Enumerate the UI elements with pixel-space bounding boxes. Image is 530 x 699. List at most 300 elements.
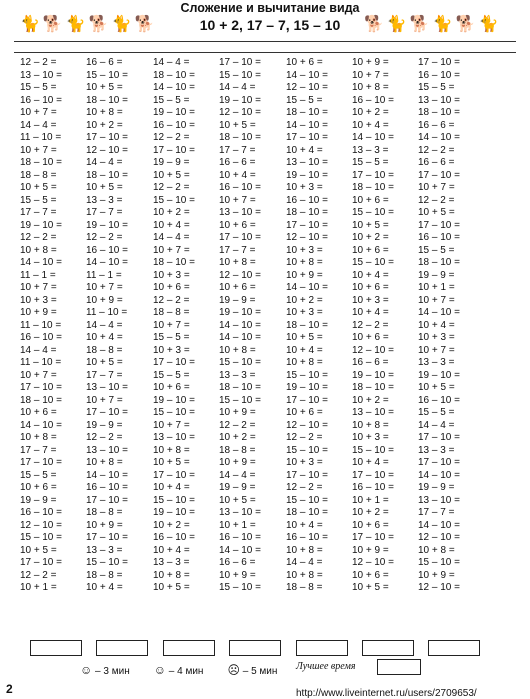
- exercise-item: 16 – 10 =: [86, 244, 128, 256]
- time-answer-box[interactable]: [96, 640, 148, 656]
- exercise-item: 18 – 10 =: [418, 257, 460, 268]
- exercise-item: 18 – 8 =: [86, 344, 123, 356]
- animal-icon: 🐕: [88, 16, 110, 33]
- exercise-item: 16 – 10 =: [418, 69, 460, 81]
- exercise-item: 10 + 7 =: [20, 282, 57, 293]
- exercise-item: 15 – 10 =: [219, 69, 261, 81]
- exercise-item: 14 – 10 =: [352, 132, 394, 143]
- exercise-item: 10 + 8 =: [153, 569, 190, 581]
- exercise-item: 16 – 10 =: [418, 394, 460, 406]
- exercise-item: 10 + 2 =: [153, 207, 190, 218]
- exercise-item: 10 + 4 =: [352, 119, 389, 131]
- exercise-item: 17 – 10 =: [153, 469, 195, 481]
- exercise-item: 12 – 10 =: [219, 107, 261, 118]
- animal-icon: 🐕: [134, 16, 156, 33]
- exercise-item: 14 – 4 =: [418, 419, 455, 431]
- exercise-item: 17 – 10 =: [418, 219, 460, 231]
- exercise-item: 10 + 1 =: [418, 282, 455, 293]
- exercise-item: 17 – 10 =: [219, 232, 261, 243]
- exercise-item: 15 – 10 =: [418, 557, 460, 568]
- exercise-item: 18 – 8 =: [219, 444, 256, 456]
- time-answer-box[interactable]: [428, 640, 480, 656]
- exercise-item: 10 + 7 =: [418, 294, 455, 306]
- exercise-item: 10 + 6 =: [352, 519, 389, 531]
- animal-icon: 🐈: [65, 16, 87, 33]
- exercise-item: 10 + 4 =: [352, 457, 389, 468]
- legend-label: – 4 мин: [168, 666, 204, 677]
- exercise-item: 18 – 10 =: [352, 382, 394, 393]
- exercise-item: 12 – 2 =: [20, 232, 57, 243]
- exercise-item: 12 – 2 =: [20, 569, 57, 581]
- exercise-item: 10 + 8 =: [286, 257, 323, 268]
- exercise-item: 10 + 9 =: [418, 569, 455, 581]
- exercise-item: 11 – 10 =: [20, 357, 62, 368]
- exercise-item: 15 – 10 =: [20, 532, 62, 543]
- exercise-item: 17 – 10 =: [286, 132, 328, 143]
- exercise-item: 10 + 4 =: [286, 519, 323, 531]
- exercise-item: 10 + 1 =: [352, 494, 389, 506]
- animal-icon: 🐈: [20, 16, 41, 33]
- exercise-item: 12 – 2 =: [219, 419, 256, 431]
- exercise-item: 10 + 8 =: [20, 432, 57, 443]
- exercise-item: 14 – 4 =: [286, 557, 323, 568]
- exercise-item: 10 + 5 =: [20, 544, 57, 556]
- time-answer-box[interactable]: [296, 640, 348, 656]
- exercise-item: 10 + 5 =: [153, 169, 190, 181]
- time-boxes: [50, 640, 510, 656]
- exercise-item: 12 – 10 =: [286, 82, 328, 93]
- exercise-item: 18 – 8 =: [20, 169, 57, 181]
- time-answer-box[interactable]: [163, 640, 215, 656]
- exercise-item: 19 – 10 =: [219, 307, 261, 318]
- exercise-item: 16 – 6 =: [352, 357, 389, 368]
- exercise-item: 19 – 9 =: [418, 269, 455, 281]
- exercise-item: 10 + 9 =: [219, 407, 256, 418]
- animal-icon: 🐕: [455, 16, 477, 33]
- page-title-line2: 10 + 2, 17 – 7, 15 – 10: [199, 17, 341, 33]
- exercise-item: 19 – 9 =: [153, 157, 190, 168]
- exercise-item: 10 + 4 =: [418, 319, 455, 331]
- exercise-item: 15 – 10 =: [219, 394, 261, 406]
- animal-icon: 🐈: [478, 16, 500, 33]
- exercise-item: 16 – 10 =: [219, 532, 261, 543]
- exercise-item: 10 + 8 =: [286, 357, 323, 368]
- exercise-item: 13 – 10 =: [86, 382, 128, 393]
- exercise-item: 19 – 9 =: [219, 294, 256, 306]
- exercise-item: 19 – 10 =: [153, 107, 195, 118]
- exercise-item: 17 – 10 =: [86, 407, 128, 418]
- exercise-item: 10 + 6 =: [20, 482, 57, 493]
- exercise-item: 10 + 8 =: [286, 569, 323, 581]
- exercise-item: 10 + 1 =: [219, 519, 256, 531]
- animal-icon: 🐈: [111, 16, 133, 33]
- exercise-item: 12 – 2 =: [20, 57, 57, 68]
- animal-icon: 🐕: [409, 16, 431, 33]
- exercise-item: 12 – 2 =: [286, 482, 323, 493]
- exercise-item: 17 – 10 =: [418, 57, 460, 68]
- page-number: 2: [6, 682, 13, 696]
- exercise-item: 18 – 10 =: [20, 394, 62, 406]
- exercise-item: 19 – 9 =: [219, 482, 256, 493]
- exercise-item: 14 – 10 =: [418, 469, 460, 481]
- exercise-item: 17 – 10 =: [86, 532, 128, 543]
- exercise-item: 15 – 10 =: [86, 557, 128, 568]
- exercise-item: 10 + 1 =: [20, 582, 57, 593]
- exercise-item: 12 – 2 =: [153, 294, 190, 306]
- animal-icon: 🐈: [432, 16, 454, 33]
- exercise-item: 15 – 5 =: [20, 469, 57, 481]
- exercise-item: 15 – 5 =: [153, 332, 190, 343]
- exercise-item: 15 – 10 =: [352, 257, 394, 268]
- exercise-item: 18 – 8 =: [86, 507, 123, 518]
- exercise-item: 10 + 4 =: [153, 219, 190, 231]
- exercise-item: 10 + 2 =: [286, 294, 323, 306]
- exercise-item: 16 – 6 =: [418, 157, 455, 168]
- exercise-item: 12 – 2 =: [153, 132, 190, 143]
- exercise-item: 12 – 2 =: [418, 194, 455, 206]
- exercise-item: 15 – 10 =: [86, 69, 128, 81]
- exercise-item: 10 + 9 =: [86, 294, 123, 306]
- exercise-item: 10 + 7 =: [20, 144, 57, 156]
- exercise-column: [219, 57, 283, 595]
- exercise-item: 10 + 2 =: [153, 519, 190, 531]
- exercise-item: 10 + 3 =: [286, 244, 323, 256]
- exercise-item: 19 – 10 =: [153, 507, 195, 518]
- exercise-item: 10 + 4 =: [352, 269, 389, 281]
- exercise-item: 10 + 4 =: [286, 144, 323, 156]
- exercise-item: 10 + 6 =: [219, 282, 256, 293]
- exercise-item: 17 – 10 =: [153, 357, 195, 368]
- exercise-item: 14 – 4 =: [219, 469, 256, 481]
- legend-label: – 3 мин: [95, 666, 130, 677]
- exercise-item: 10 + 7 =: [352, 69, 389, 81]
- exercise-item: 12 – 10 =: [352, 557, 394, 568]
- exercise-item: 16 – 10 =: [20, 94, 62, 106]
- exercise-item: 10 + 7 =: [86, 282, 123, 293]
- exercise-item: 14 – 10 =: [418, 307, 460, 318]
- exercise-item: 17 – 10 =: [153, 144, 195, 156]
- exercise-item: 16 – 10 =: [352, 482, 394, 493]
- exercise-item: 19 – 9 =: [86, 419, 123, 431]
- time-answer-box[interactable]: [30, 640, 82, 656]
- exercise-item: 15 – 10 =: [153, 407, 195, 418]
- exercise-item: 10 + 8 =: [418, 544, 455, 556]
- exercise-item: 10 + 7 =: [153, 419, 190, 431]
- exercise-item: 10 + 5 =: [86, 82, 123, 93]
- exercise-item: 16 – 10 =: [352, 94, 394, 106]
- frown-icon: ☹: [227, 663, 240, 677]
- exercise-column: [418, 57, 482, 595]
- header-rule-top: [14, 41, 516, 42]
- exercise-item: 10 + 3 =: [153, 344, 190, 356]
- exercise-item: 10 + 5 =: [418, 382, 455, 393]
- exercise-item: 18 – 10 =: [153, 69, 195, 81]
- exercise-item: 10 + 9 =: [20, 307, 57, 318]
- exercise-item: 15 – 5 =: [20, 82, 57, 93]
- exercise-item: 17 – 10 =: [418, 169, 460, 181]
- exercise-item: 13 – 10 =: [153, 432, 195, 443]
- exercise-item: 17 – 7 =: [418, 507, 455, 518]
- exercise-item: 18 – 10 =: [219, 382, 261, 393]
- exercise-item: 10 + 8 =: [86, 107, 123, 118]
- exercise-item: 10 + 5 =: [219, 494, 256, 506]
- exercise-item: 10 + 5 =: [86, 182, 123, 193]
- time-answer-box[interactable]: [362, 640, 414, 656]
- exercise-item: 17 – 10 =: [219, 57, 261, 68]
- exercise-item: 14 – 10 =: [219, 332, 261, 343]
- exercise-item: 10 + 6 =: [352, 194, 389, 206]
- exercise-item: 14 – 4 =: [86, 157, 123, 168]
- exercise-item: 10 + 6 =: [153, 282, 190, 293]
- exercise-item: 17 – 7 =: [86, 369, 123, 381]
- legend-label: – 5 мин: [242, 666, 278, 677]
- exercise-item: 19 – 10 =: [20, 219, 62, 231]
- exercise-item: 10 + 5 =: [86, 357, 123, 368]
- exercise-item: 18 – 8 =: [153, 307, 190, 318]
- time-answer-box[interactable]: [229, 640, 281, 656]
- exercise-item: 10 + 3 =: [286, 182, 323, 193]
- exercise-item: 17 – 10 =: [352, 469, 394, 481]
- exercise-item: 14 – 10 =: [86, 469, 128, 481]
- exercise-item: 10 + 9 =: [219, 569, 256, 581]
- exercise-item: 17 – 7 =: [219, 244, 256, 256]
- exercise-item: 10 + 7 =: [153, 319, 190, 331]
- exercise-item: 10 + 2 =: [352, 507, 389, 518]
- exercise-item: 16 – 6 =: [86, 57, 123, 68]
- exercise-item: 10 + 3 =: [352, 294, 389, 306]
- exercise-item: 19 – 10 =: [286, 169, 328, 181]
- exercise-item: 10 + 7 =: [20, 369, 57, 381]
- best-time-label: Лучшее время: [296, 661, 356, 672]
- exercise-item: 16 – 6 =: [418, 119, 455, 131]
- exercise-item: 14 – 10 =: [20, 257, 62, 268]
- exercise-item: 17 – 10 =: [286, 219, 328, 231]
- exercise-item: 12 – 10 =: [219, 269, 261, 281]
- exercise-item: 14 – 4 =: [20, 119, 57, 131]
- exercise-item: 10 + 4 =: [219, 169, 256, 181]
- exercise-item: 12 – 10 =: [352, 344, 394, 356]
- exercise-item: 17 – 7 =: [219, 144, 256, 156]
- decorative-animals-left: [20, 10, 156, 40]
- smile-icon: ☺: [80, 663, 93, 677]
- exercise-item: 11 – 10 =: [86, 307, 128, 318]
- exercise-item: 10 + 8 =: [352, 419, 389, 431]
- page-title-line1: Сложение и вычитание вида: [180, 1, 360, 15]
- exercise-item: 16 – 10 =: [86, 482, 128, 493]
- exercise-item: 12 – 10 =: [418, 582, 460, 593]
- exercise-item: 10 + 5 =: [153, 582, 190, 593]
- exercise-item: 17 – 10 =: [286, 469, 328, 481]
- exercise-item: 12 – 10 =: [86, 144, 128, 156]
- exercise-item: 10 + 3 =: [418, 332, 455, 343]
- exercise-item: 17 – 10 =: [418, 432, 460, 443]
- best-time-box[interactable]: [377, 659, 421, 675]
- exercise-item: 15 – 10 =: [286, 444, 328, 456]
- exercise-item: 16 – 10 =: [153, 532, 195, 543]
- exercise-item: 17 – 10 =: [286, 394, 328, 406]
- exercise-item: 14 – 10 =: [286, 69, 328, 81]
- exercise-item: 18 – 10 =: [286, 207, 328, 218]
- exercise-item: 16 – 6 =: [219, 557, 256, 568]
- exercise-item: 17 – 10 =: [20, 457, 62, 468]
- exercise-item: 10 + 3 =: [352, 432, 389, 443]
- exercise-item: 10 + 6 =: [153, 382, 190, 393]
- exercise-item: 11 – 1 =: [86, 269, 122, 281]
- exercise-item: 17 – 10 =: [86, 132, 128, 143]
- exercise-item: 13 – 10 =: [352, 407, 394, 418]
- exercise-item: 12 – 2 =: [153, 182, 190, 193]
- exercise-item: 16 – 10 =: [418, 232, 460, 243]
- exercise-item: 19 – 10 =: [219, 94, 261, 106]
- exercise-item: 10 + 7 =: [20, 107, 57, 118]
- exercise-item: 14 – 4 =: [153, 57, 190, 68]
- exercise-item: 10 + 8 =: [86, 457, 123, 468]
- exercise-item: 18 – 10 =: [86, 169, 128, 181]
- exercise-item: 17 – 7 =: [20, 444, 57, 456]
- time-legend: [80, 663, 277, 679]
- exercise-item: 10 + 8 =: [219, 257, 256, 268]
- exercise-column: [20, 57, 84, 595]
- exercise-item: 16 – 10 =: [219, 182, 261, 193]
- exercise-item: 13 – 3 =: [86, 194, 123, 206]
- exercise-item: 14 – 10 =: [286, 282, 328, 293]
- exercise-item: 10 + 8 =: [219, 344, 256, 356]
- exercise-item: 17 – 7 =: [86, 207, 123, 218]
- exercise-item: 10 + 5 =: [20, 182, 57, 193]
- exercise-item: 15 – 10 =: [219, 582, 261, 593]
- exercise-item: 16 – 6 =: [219, 157, 256, 168]
- exercise-item: 14 – 10 =: [286, 119, 328, 131]
- exercise-item: 10 + 4 =: [86, 332, 123, 343]
- exercise-item: 15 – 5 =: [352, 157, 389, 168]
- header-rule-bottom: [14, 52, 516, 53]
- exercise-item: 13 – 3 =: [418, 444, 455, 456]
- exercise-item: 10 + 6 =: [352, 569, 389, 581]
- exercise-item: 10 + 5 =: [352, 582, 389, 593]
- exercise-item: 10 + 4 =: [153, 482, 190, 493]
- exercise-item: 10 + 4 =: [352, 307, 389, 318]
- exercise-item: 13 – 10 =: [219, 507, 261, 518]
- exercise-item: 10 + 3 =: [286, 307, 323, 318]
- exercise-item: 15 – 5 =: [153, 369, 190, 381]
- exercise-column: [352, 57, 416, 595]
- exercise-item: 12 – 2 =: [86, 232, 123, 243]
- exercise-item: 18 – 10 =: [219, 132, 261, 143]
- exercise-item: 12 – 10 =: [286, 419, 328, 431]
- exercise-item: 18 – 10 =: [286, 107, 328, 118]
- exercise-item: 13 – 3 =: [219, 369, 256, 381]
- exercise-item: 17 – 10 =: [352, 169, 394, 181]
- exercise-item: 12 – 2 =: [286, 432, 323, 443]
- exercise-item: 13 – 3 =: [153, 557, 190, 568]
- exercise-item: 10 + 7 =: [418, 344, 455, 356]
- exercise-item: 10 + 3 =: [153, 269, 190, 281]
- exercise-item: 19 – 10 =: [418, 369, 460, 381]
- smile-icon: ☺: [153, 663, 166, 677]
- exercise-item: 12 – 2 =: [418, 144, 455, 156]
- exercise-item: 17 – 7 =: [20, 207, 57, 218]
- exercise-item: 10 + 9 =: [352, 544, 389, 556]
- exercise-item: 17 – 10 =: [86, 494, 128, 506]
- exercise-item: 17 – 10 =: [352, 532, 394, 543]
- exercise-item: 18 – 10 =: [352, 182, 394, 193]
- exercise-item: 10 + 5 =: [418, 207, 455, 218]
- exercise-item: 12 – 2 =: [352, 319, 389, 331]
- exercise-item: 14 – 10 =: [418, 132, 460, 143]
- exercise-item: 15 – 5 =: [418, 407, 455, 418]
- exercise-item: 15 – 10 =: [153, 494, 195, 506]
- exercise-item: 10 + 6 =: [286, 407, 323, 418]
- exercise-item: 10 + 5 =: [352, 219, 389, 231]
- exercise-item: 14 – 10 =: [219, 319, 261, 331]
- exercise-item: 10 + 9 =: [86, 519, 123, 531]
- exercise-item: 12 – 10 =: [286, 232, 328, 243]
- exercise-item: 10 + 6 =: [286, 57, 323, 68]
- exercise-item: 18 – 10 =: [286, 507, 328, 518]
- exercise-item: 10 + 6 =: [352, 332, 389, 343]
- source-url: http://www.liveinternet.ru/users/2709653/: [296, 688, 477, 699]
- exercise-item: 10 + 9 =: [286, 269, 323, 281]
- exercise-item: 10 + 5 =: [286, 332, 323, 343]
- exercise-item: 16 – 10 =: [286, 532, 328, 543]
- exercise-item: 10 + 7 =: [418, 182, 455, 193]
- exercise-item: 10 + 5 =: [219, 119, 256, 131]
- exercise-item: 14 – 10 =: [20, 419, 62, 431]
- exercise-item: 10 + 8 =: [153, 444, 190, 456]
- exercise-item: 14 – 10 =: [86, 257, 128, 268]
- exercise-item: 19 – 9 =: [418, 482, 455, 493]
- exercise-item: 10 + 4 =: [86, 582, 123, 593]
- exercise-item: 14 – 4 =: [20, 344, 57, 356]
- exercise-item: 12 – 10 =: [418, 532, 460, 543]
- exercise-item: 18 – 8 =: [86, 569, 123, 581]
- exercise-item: 15 – 5 =: [418, 82, 455, 93]
- exercise-item: 10 + 9 =: [219, 457, 256, 468]
- exercise-item: 12 – 2 =: [86, 432, 123, 443]
- exercise-item: 13 – 10 =: [20, 69, 62, 81]
- exercise-item: 10 + 4 =: [153, 544, 190, 556]
- exercise-item: 10 + 6 =: [20, 407, 57, 418]
- exercise-item: 17 – 10 =: [418, 457, 460, 468]
- exercise-item: 11 – 1 =: [20, 269, 56, 281]
- exercise-item: 19 – 10 =: [286, 382, 328, 393]
- exercise-item: 19 – 10 =: [352, 369, 394, 381]
- exercise-item: 13 – 3 =: [418, 357, 455, 368]
- exercise-item: 10 + 7 =: [219, 194, 256, 206]
- exercise-item: 17 – 10 =: [20, 557, 62, 568]
- legend-item: [227, 663, 277, 679]
- animal-icon: 🐕: [42, 16, 64, 33]
- exercise-item: 16 – 10 =: [153, 119, 195, 131]
- exercise-item: 10 + 8 =: [352, 82, 389, 93]
- exercise-item: 14 – 10 =: [219, 544, 261, 556]
- animal-icon: 🐈: [386, 16, 408, 33]
- exercise-item: 15 – 10 =: [153, 194, 195, 206]
- exercise-item: 13 – 10 =: [286, 157, 328, 168]
- exercise-item: 16 – 10 =: [20, 332, 62, 343]
- exercise-item: 14 – 4 =: [153, 232, 190, 243]
- exercise-item: 13 – 10 =: [86, 444, 128, 456]
- exercise-column: [153, 57, 217, 595]
- exercise-item: 14 – 4 =: [219, 82, 256, 93]
- exercise-item: 11 – 10 =: [20, 132, 62, 143]
- exercise-item: 15 – 5 =: [286, 94, 323, 106]
- exercise-item: 10 + 3 =: [286, 457, 323, 468]
- exercise-item: 10 + 4 =: [286, 344, 323, 356]
- exercise-item: 10 + 5 =: [153, 457, 190, 468]
- exercise-item: 18 – 8 =: [286, 582, 323, 593]
- exercise-item: 18 – 10 =: [86, 94, 128, 106]
